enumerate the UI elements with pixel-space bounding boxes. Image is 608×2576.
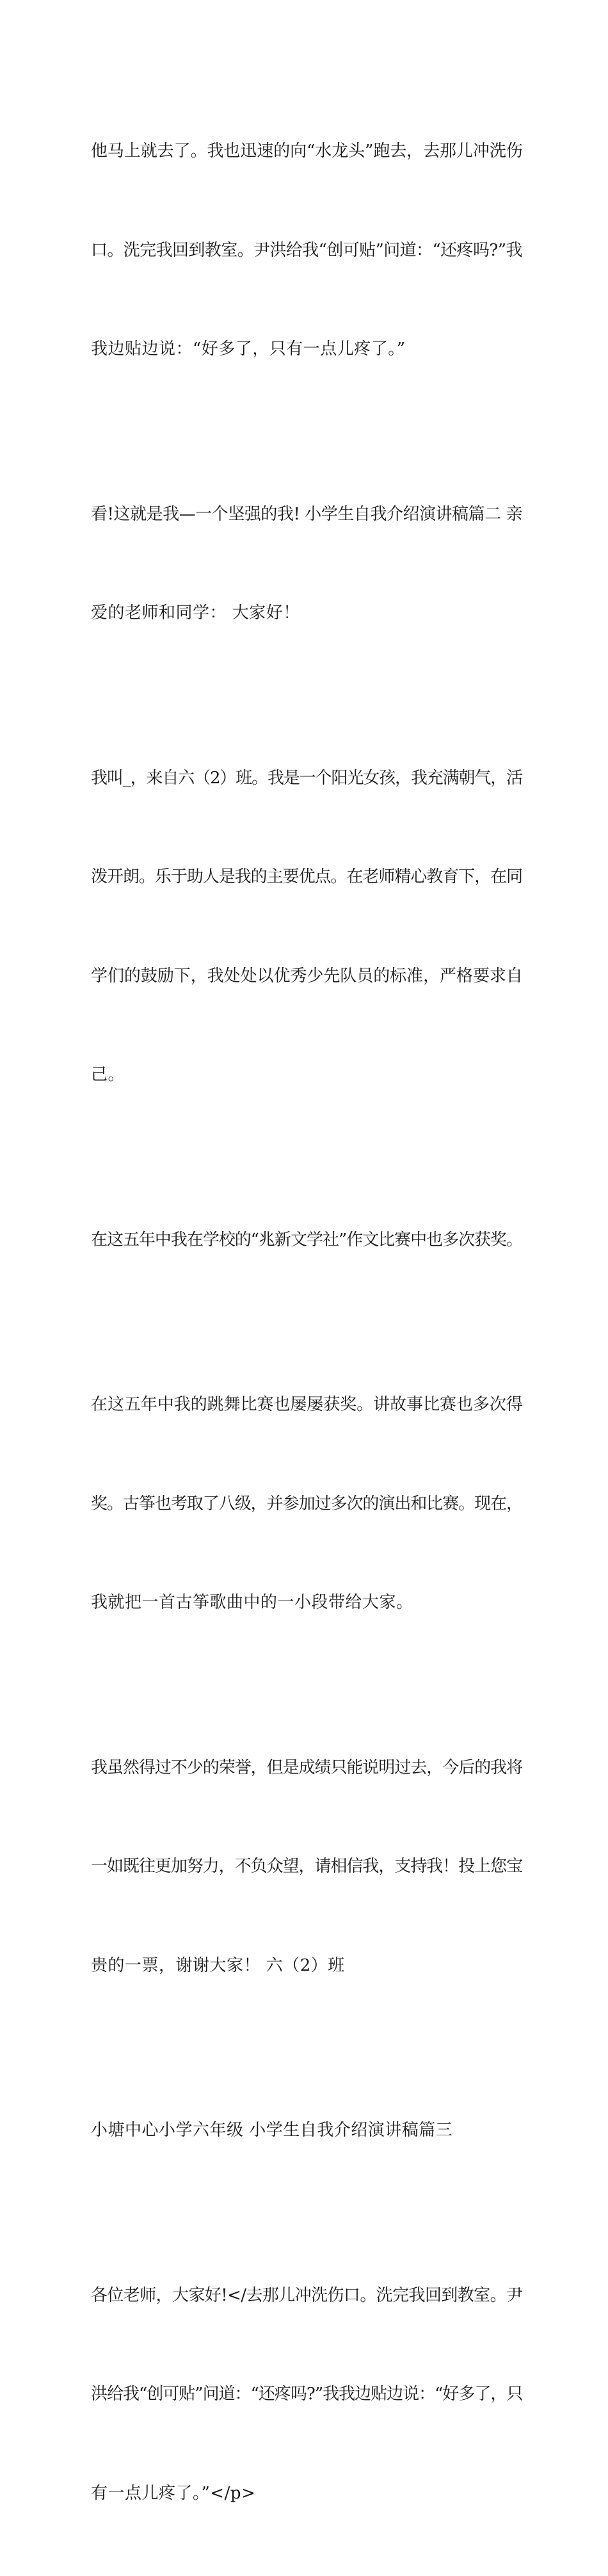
paragraph-1 (91, 69, 526, 432)
paragraph-5 (91, 1323, 526, 1686)
text-line: 看!这就是我—一个坚强的我! 小学生自我介绍演讲稿篇二 亲 (91, 498, 526, 532)
text-line: 各位老师，大家好!</去那儿冲洗伤口。洗完我回到教室。尹 (91, 2279, 526, 2313)
text-line: 小塘中心小学六年级 小学生自我介绍演讲稿篇三 (91, 2114, 526, 2148)
text-line: 我就把一首古筝歌曲中的一小段带给大家。 (91, 1586, 526, 1620)
document-page (0, 0, 608, 787)
text-line: 我边贴边说：“好多了，只有一点儿疼了。” (91, 333, 526, 366)
paragraph-8 (91, 2213, 526, 2576)
text-line: 洪给我“创可贴”问道：“还疼吗?”我我边贴边说：“好多了，只 (91, 2378, 526, 2411)
paragraph-2 (91, 432, 526, 696)
text-line: 他马上就去了。我也迅速的向“水龙头”跑去，去那儿冲洗伤 (91, 135, 526, 168)
text-line: 在这五年中我在学校的“兆新文学社”作文比赛中也多次获奖。 (91, 1224, 526, 1257)
document-body (91, 69, 526, 2576)
text-line: 有一点儿疼了。”</p> (91, 2477, 526, 2511)
text-line: 我虽然得过不少的荣誉，但是成绩只能说明过去，今后的我将 (91, 1752, 526, 1785)
paragraph-3 (91, 696, 526, 1158)
text-line: 泼开朗。乐于助人是我的主要优点。在老师精心教育下，在同 (91, 861, 526, 894)
text-line: 学们的鼓励下，我处处以优秀少先队员的标准，严格要求自 (91, 960, 526, 993)
text-line: 口。洗完我回到教室。尹洪给我“创可贴”问道：“还疼吗?”我 (91, 234, 526, 268)
text-line: 奖。古筝也考取了八级，并参加过多次的演出和比赛。现在， (91, 1488, 526, 1521)
paragraph-4 (91, 1158, 526, 1323)
paragraph-7 (91, 2048, 526, 2213)
text-line: 在这五年中我的跳舞比赛也屡屡获奖。讲故事比赛也多次得 (91, 1389, 526, 1422)
paragraph-6 (91, 1686, 526, 2049)
text-line: 爱的老师和同学： 大家好！ (91, 597, 526, 630)
text-line: 己。 (91, 1059, 526, 1092)
text-line: 贵的一票，谢谢大家！ 六（2）班 (91, 1950, 526, 1983)
text-line: 我叫_，来自六（2）班。我是一个阳光女孩，我充满朝气，活 (91, 762, 526, 795)
text-line: 一如既往更加努力，不负众望，请相信我，支持我！投上您宝 (91, 1850, 526, 1884)
